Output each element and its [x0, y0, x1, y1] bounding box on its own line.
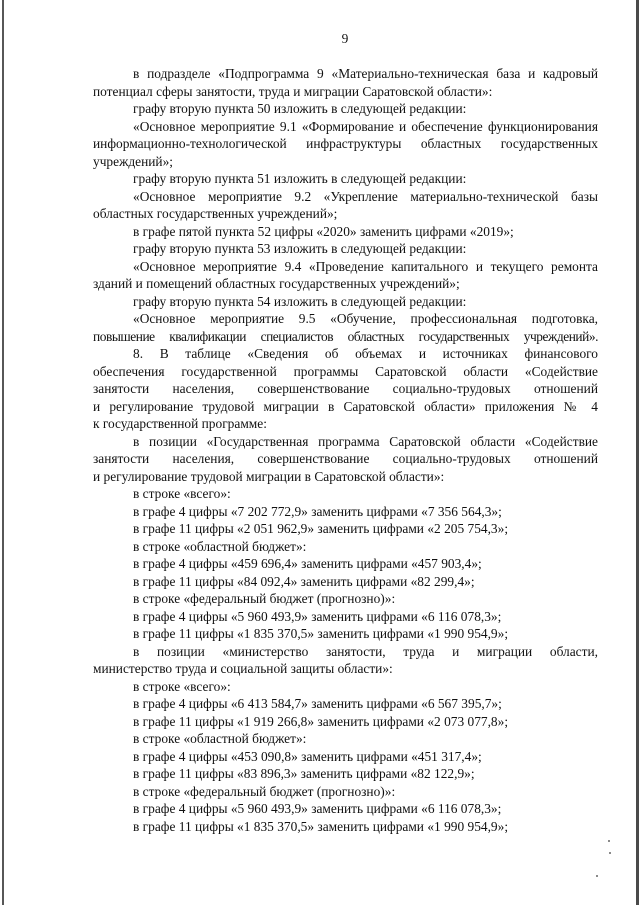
text-line: графу вторую пункта 53 изложить в следующей редакции:: [133, 241, 467, 256]
text-line: в графе 11 цифры «1 919 266,8» заменить цифрами «2 073 077,8»;: [133, 713, 509, 729]
text-line: в графе 4 цифры «5 960 493,9» заменить цифрами «6 116 078,3»;: [133, 608, 502, 624]
text-line: графу вторую пункта 50 изложить в следующей редакции:: [133, 101, 467, 116]
text-line: графу вторую пункта 51 изложить в следующей редакции:: [133, 171, 467, 186]
text-line: в графе 4 цифры «6 413 584,7» заменить цифрами «6 567 395,7»;: [133, 696, 502, 711]
text-line: в графе 11 цифры «83 896,3» заменить цифрами «82 122,9»;: [133, 766, 475, 781]
text-line: в строке «федеральный бюджет (прогнозно)»:: [133, 591, 396, 606]
text-line: в графе 4 цифры «5 960 493,9» заменить цифрами «6 116 078,3»;: [133, 801, 502, 816]
text-line: в строке «всего»:: [133, 678, 231, 694]
text-line: графу вторую пункта 54 изложить в следующей редакции:: [133, 293, 467, 309]
text-line: областных государственных учреждений»;: [93, 206, 338, 221]
text-line: учреждений»;: [93, 153, 173, 169]
text-line: занятости населения, совершенствование социально-трудовых отношений: [93, 451, 598, 466]
text-line: в позиции «Государственная программа Саратовской области «Содействие: [133, 433, 598, 449]
text-line: зданий и помещений областных государственных учреждений»;: [93, 276, 460, 291]
text-line: «Основное мероприятие 9.4 «Проведение капитального и текущего ремонта: [133, 258, 598, 274]
text-line: информационно-технологической инфраструктуры областных государственных: [93, 136, 598, 151]
text-line: обеспечения государственной программы Саратовской области «Содействие: [93, 363, 598, 379]
text-line: «Основное мероприятие 9.1 «Формирование и обеспечение функционирования: [133, 118, 598, 134]
page-number: 9: [341, 31, 349, 46]
text-line: в подразделе «Подпрограмма 9 «Материально-техническая база и кадровый: [133, 66, 598, 81]
scan-edge-right: [636, 0, 639, 905]
text-line: занятости населения, совершенствование социально-трудовых отношений: [93, 381, 598, 396]
text-line: в строке «всего»:: [133, 486, 231, 501]
scan-speck: [608, 840, 610, 842]
text-line: в графе пятой пункта 52 цифры «2020» заменить цифрами «2019»;: [133, 223, 514, 239]
text-line: в позиции «министерство занятости, труда и миграции области,: [133, 643, 598, 659]
text-line: к государственной программе:: [93, 416, 267, 431]
text-line: и регулирование трудовой миграции в Саратовской области»:: [93, 468, 445, 484]
text-line: в строке «областной бюджет»:: [133, 731, 307, 746]
text-line: повышение квалификации специалистов областных государственных учреждений».: [93, 328, 598, 344]
text-line: потенциал сферы занятости, труда и миграции Саратовской области»:: [93, 83, 493, 99]
text-line: 8. В таблице «Сведения об объемах и источниках финансового: [133, 346, 598, 361]
text-line: в графе 11 цифры «84 092,4» заменить цифрами «82 299,4»;: [133, 573, 475, 589]
text-line: в графе 4 цифры «453 090,8» заменить цифрами «451 317,4»;: [133, 748, 482, 764]
text-line: в графе 4 цифры «459 696,4» заменить цифрами «457 903,4»;: [133, 556, 482, 571]
text-line: в графе 4 цифры «7 202 772,9» заменить цифрами «7 356 564,3»;: [133, 503, 502, 519]
text-line: в графе 11 цифры «1 835 370,5» заменить цифрами «1 990 954,9»;: [133, 818, 509, 834]
text-line: в строке «федеральный бюджет (прогнозно)»:: [133, 783, 396, 799]
document-body: [93, 65, 598, 835]
text-line: министерство труда и социальной защиты области»:: [93, 661, 393, 676]
text-line: «Основное мероприятие 9.5 «Обучение, профессиональная подготовка,: [133, 311, 598, 326]
scan-speck: [596, 875, 598, 877]
text-line: в графе 11 цифры «2 051 962,9» заменить цифрами «2 205 754,3»;: [133, 521, 509, 536]
text-line: и регулирование трудовой миграции в Саратовской области» приложения № 4: [93, 398, 598, 414]
scan-edge-left: [2, 0, 4, 905]
text-line: в графе 11 цифры «1 835 370,5» заменить цифрами «1 990 954,9»;: [133, 626, 509, 641]
scan-speck: [609, 852, 611, 854]
text-line: «Основное мероприятие 9.2 «Укрепление материально-технической базы: [133, 188, 598, 204]
text-line: в строке «областной бюджет»:: [133, 538, 307, 554]
